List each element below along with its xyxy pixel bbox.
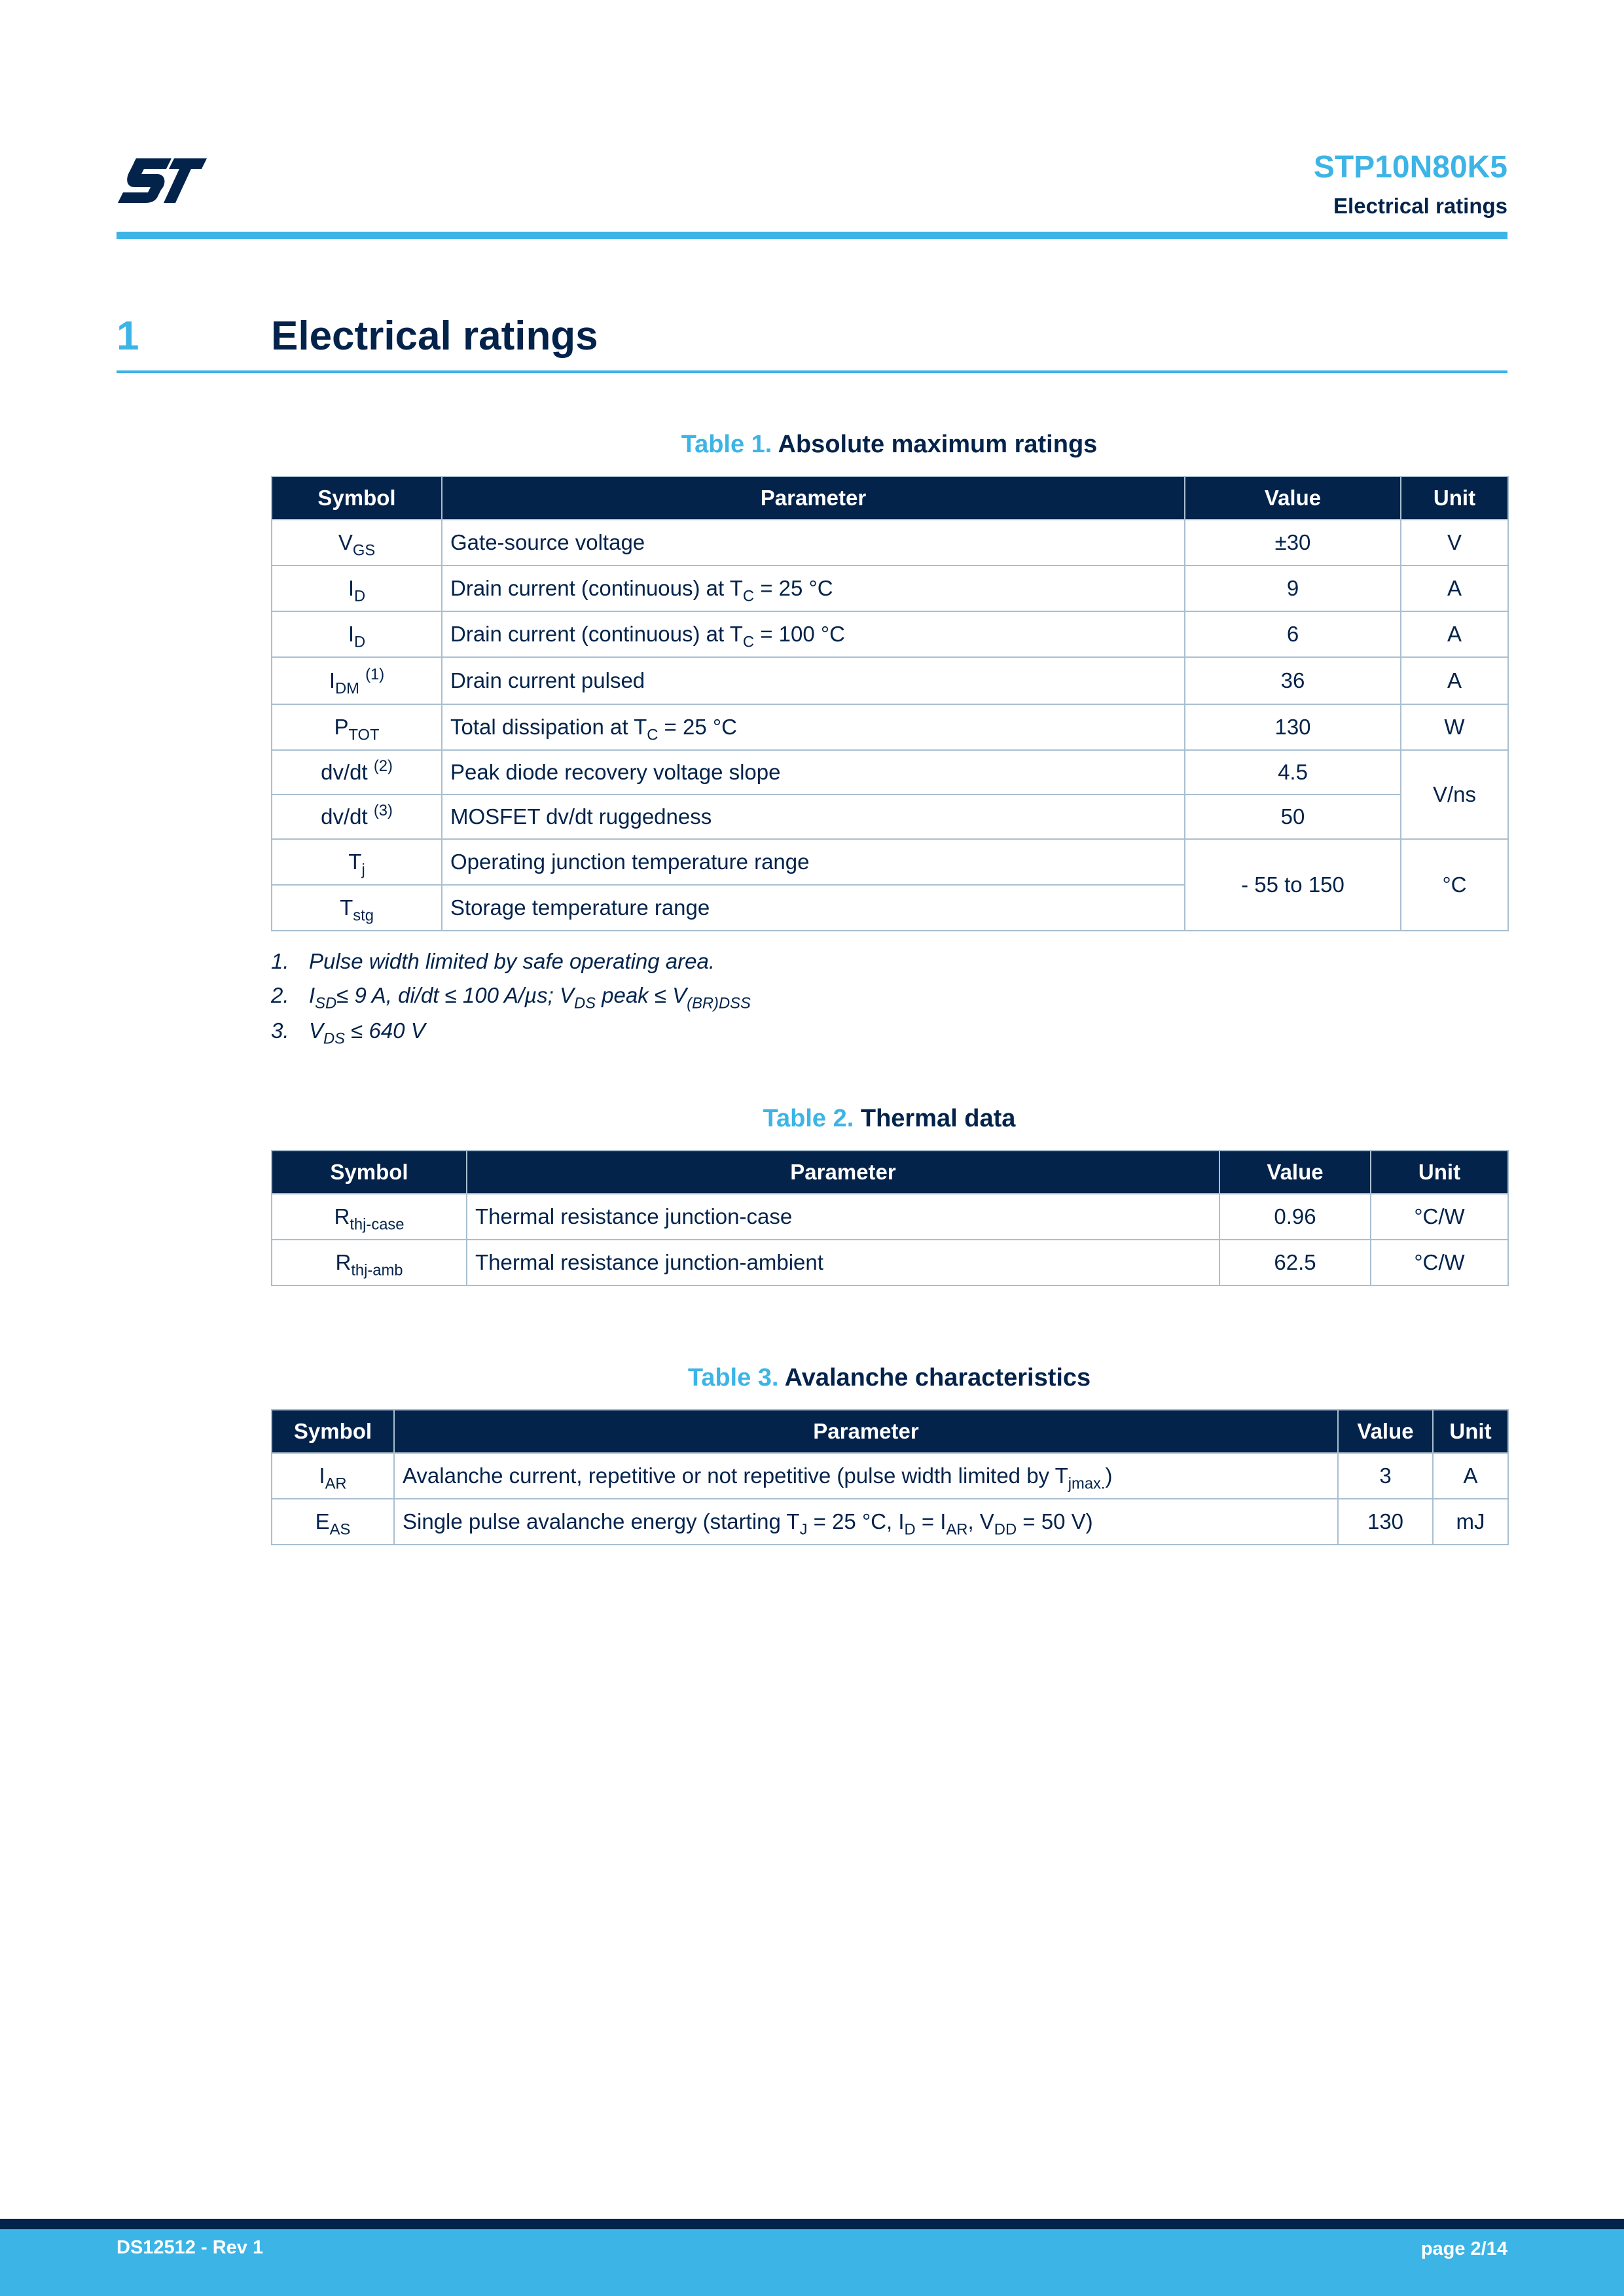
column-header-symbol: Symbol [272,476,442,520]
value-cell: 36 [1185,657,1401,704]
parameter-cell: Thermal resistance junction-case [467,1194,1219,1240]
parameter-cell: Gate-source voltage [442,520,1185,565]
symbol-cell: $T_{stg}$ [272,885,442,931]
table-header-row [272,1410,1508,1453]
parameter-cell: Peak diode recovery voltage slope [442,750,1185,795]
column-header-symbol: Symbol [272,1410,394,1453]
symbol-cell: $I_D$ [272,565,442,611]
value-cell: ±30 [1185,520,1401,565]
column-header-symbol: Symbol [272,1151,467,1194]
parameter-cell: Drain current (continuous) at $T_C = 25$ °C [442,565,1185,611]
table-row [272,1453,1508,1499]
symbol-cell: dv/dt $^{(3)}$ [272,795,442,839]
section-number: 1 [117,314,139,359]
table-row [272,1240,1508,1285]
unit-cell: V/ns [1401,750,1508,839]
symbol-cell: $I_{DM}$ $^{(1)}$ [272,657,442,704]
unit-cell: A [1433,1453,1508,1499]
parameter-cell: Operating junction temperature range [442,839,1185,885]
table-row [272,520,1508,565]
symbol-cell: $R_{thj-case}$ [272,1194,467,1240]
table-row [272,839,1508,885]
value-cell: 50 [1185,795,1401,839]
table-header-row [272,476,1508,520]
column-header-parameter: Parameter [467,1151,1219,1194]
table-header-row [272,1151,1508,1194]
table3-caption-title: Avalanche characteristics [784,1364,1091,1391]
symbol-cell: $I_{AR}$ [272,1453,394,1499]
parameter-cell: Total dissipation at $T_C = 25$ °C [442,704,1185,750]
document-subtitle: Electrical ratings [1333,194,1507,218]
parameter-cell: Drain current (continuous) at $T_C = 100$ °C [442,611,1185,657]
footer-dark-bar [0,2219,1624,2229]
column-header-value: Value [1219,1151,1371,1194]
value-cell: 130 [1185,704,1401,750]
unit-cell: A [1401,611,1508,657]
symbol-cell: $T_j$ [272,839,442,885]
st-logo [117,154,208,207]
value-cell: 9 [1185,565,1401,611]
column-header-parameter: Parameter [442,476,1185,520]
footnote-3: 3. $V_{DS} \le 640$ V [271,1018,425,1048]
table-row [272,1194,1508,1240]
section-rule [117,370,1507,373]
avalanche-characteristics-table [271,1409,1509,1545]
document-title: STP10N80K5 [1313,150,1507,185]
section-title: Electrical ratings [271,314,598,359]
symbol-cell: $E_{AS}$ [272,1499,394,1545]
thermal-data-table [271,1150,1509,1286]
parameter-cell: Thermal resistance junction-ambient [467,1240,1219,1285]
unit-cell: W [1401,704,1508,750]
table1-caption-title: Absolute maximum ratings [778,431,1098,458]
footnote-2: 2. $I_{SD}\le 9$ A, di/dt ≤ 100 A/µs; $V_{DS}$ peak ≤ $V_{(BR)DSS}$ [271,983,751,1013]
symbol-cell: $R_{thj-amb}$ [272,1240,467,1285]
table-row [272,611,1508,657]
parameter-cell: Drain current pulsed [442,657,1185,704]
value-cell: 3 [1338,1453,1433,1499]
table1-caption-number: Table 1. [681,431,772,458]
value-cell: 62.5 [1219,1240,1371,1285]
column-header-parameter: Parameter [394,1410,1338,1453]
table1-caption [271,431,1507,459]
absolute-maximum-ratings-table [271,476,1509,931]
table-row [272,1499,1508,1545]
column-header-unit: Unit [1371,1151,1508,1194]
table-row [272,657,1508,704]
unit-cell: A [1401,657,1508,704]
document-revision: DS12512 - Rev 1 [117,2237,264,2258]
parameter-cell: Single pulse avalanche energy (starting $T_J = 25$ °C, $I_D = I_{AR}$, $V_{DD} = 50$ V) [394,1499,1338,1545]
table3-caption-number: Table 3. [687,1364,779,1391]
table2-caption-number: Table 2. [763,1105,854,1132]
unit-cell: A [1401,565,1508,611]
value-cell: 0.96 [1219,1194,1371,1240]
value-cell: - 55 to 150 [1185,839,1401,931]
table-row [272,704,1508,750]
unit-cell: °C/W [1371,1194,1508,1240]
parameter-cell: MOSFET dv/dt ruggedness [442,795,1185,839]
page-number: page 2/14 [1420,2238,1507,2259]
parameter-cell: Avalanche current, repetitive or not repetitive (pulse width limited by $T_{jmax.}$) [394,1453,1338,1499]
header-rule [117,232,1507,239]
unit-cell: mJ [1433,1499,1508,1545]
table3-caption [271,1364,1507,1392]
table-row [272,565,1508,611]
unit-cell: V [1401,520,1508,565]
table2-caption-title: Thermal data [860,1105,1016,1132]
value-cell: 130 [1338,1499,1433,1545]
table-row [272,795,1508,839]
unit-cell: °C/W [1371,1240,1508,1285]
table-row [272,750,1508,795]
table2-caption [271,1105,1507,1133]
value-cell: 4.5 [1185,750,1401,795]
symbol-cell: dv/dt $^{(2)}$ [272,750,442,795]
symbol-cell: $V_{GS}$ [272,520,442,565]
column-header-unit: Unit [1433,1410,1508,1453]
footnote-1: 1. Pulse width limited by safe operating area. [271,949,715,973]
value-cell: 6 [1185,611,1401,657]
symbol-cell: $P_{TOT}$ [272,704,442,750]
unit-cell: °C [1401,839,1508,931]
parameter-cell: Storage temperature range [442,885,1185,931]
column-header-value: Value [1185,476,1401,520]
column-header-unit: Unit [1401,476,1508,520]
symbol-cell: $I_D$ [272,611,442,657]
column-header-value: Value [1338,1410,1433,1453]
